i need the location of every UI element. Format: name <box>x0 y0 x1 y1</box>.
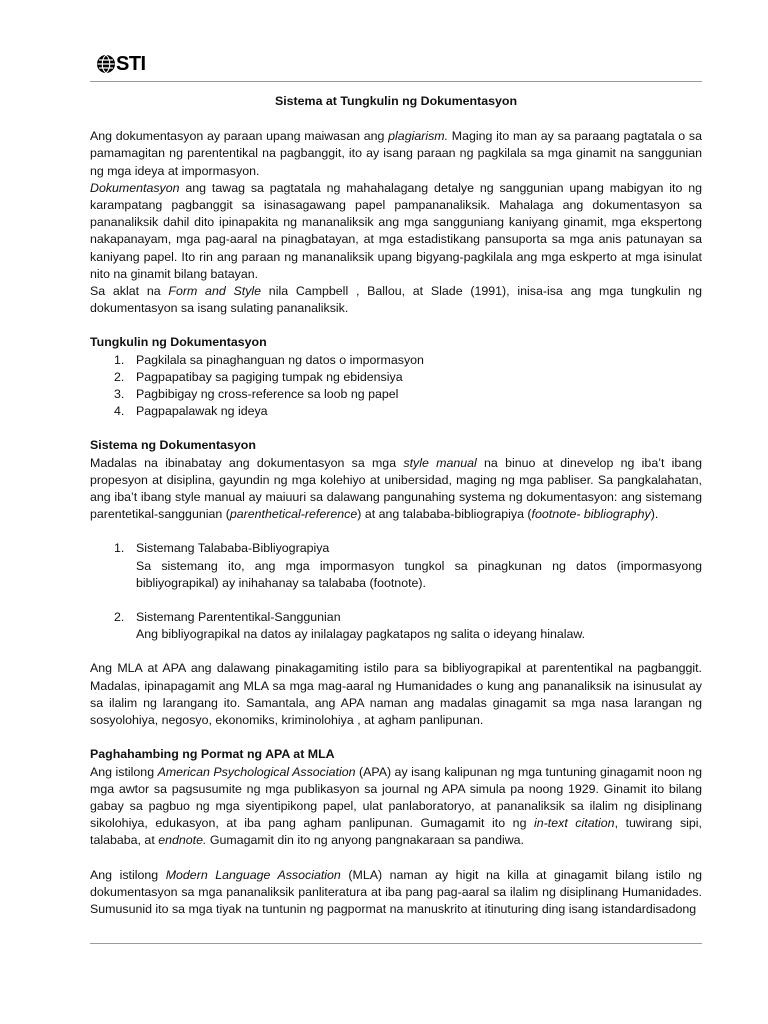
footer-divider <box>90 943 702 944</box>
sistema-item-talababa: 1. Sistemang Talababa-Bibliyograpiya Sa sistemang ito, ang mga impormasyon tungkol sa pinagkunan ng datos (impormasyong bibliyograpikal) ay inihahanay sa talababa (footnote). <box>90 540 702 592</box>
list-item: 1. Pagkilala sa pinaghanguan ng datos o impormasyon <box>114 352 424 367</box>
intro-paragraph-3: Sa aklat na Form and Style nila Campbell , Ballou, at Slade (1991), inisa-isa ang mga tungkulin ng dokumentasyon sa isang sulating pananaliksik. <box>90 284 702 316</box>
apa-paragraph: Ang istilong American Psychological Association (APA) ay isang kalipunan ng mga tuntuning ginagamit noon ng mga awtor sa pagsusumite ng mga publikasyon sa journal ng APA simula pa noong 1929. Ginamit ito bilang gabay sa pagbuo ng mga siyentipikong papel, ulat panlaboratoryo, at pananaliksik sa ilalim ng disiplinang sikolohiya, edukasyon, at iba pang agham panlipunan. Gumagamit ito ng in-text citation, tuwirang sipi, talababa, at endnote. Gumagamit din ito ng anyong pangnakaraan sa pandiwa. <box>90 764 702 848</box>
paghahambing-heading: Paghahambing ng Pormat ng APA at MLA <box>90 747 335 762</box>
tungkulin-list <box>90 352 702 421</box>
mla-paragraph: Ang istilong Modern Language Association (MLA) naman ay higit na killa at ginagamit bilang istilo ng dokumentasyon sa mga pananaliksik panliteratura at iba pang pag-aaral sa ilalim ng disiplinang Humanidades. Sumusunid ito sa mga tiyak na tuntunin ng pagpormat na manuskrito at itinuturing ding isang istandardisadong <box>90 867 702 916</box>
sistema-item-parententikal: 2. Sistemang Parententikal-Sanggunian Ang bibliyograpikal na datos ay inilalagay pagkatapos ng salita o ideyang hinalaw. <box>90 609 702 643</box>
intro-paragraph-1: Ang dokumentasyon ay paraan upang maiwasan ang plagiarism. Maging ito man ay sa paraang pagtatala o sa pamamagitan ng parententikal na pagbanggit, ito ay isang paraan ng pagkilala sa mga ginamit na sanggunian ng mga ideya at impormasyon. <box>90 129 703 178</box>
list-item: 4. Pagpapalawak ng ideya <box>114 404 268 419</box>
sistema-item-title: Sistemang Talababa-Bibliyograpiya <box>136 541 330 556</box>
intro-paragraph-2: Dokumentasyon ang tawag sa pagtatala ng mahahalagang detalye ng sanggunian upang mabigyan ito ng karampatang pagbanggit sa isinasagawang papel pampananaliksik. Mahalaga ang dokumentasyon sa pananaliksik dahil dito ipinapakita ng mananaliksik ang mga sangguniang kaniyang ginamit, mga ekspertong nakapanayam, mga pag-aaral na pinagbatayan, at mga estadistikang pansuporta sa mga anis patunayan sa kaniyang papel. Ito rin ang paraan ng mananaliksik upang bigyang-pagkilala ang mga eskperto at mga isinulat nito na ginamit bilang batayan. <box>90 180 702 281</box>
list-item: 3. Pagbibigay ng cross-reference sa loob ng papel <box>114 387 399 402</box>
sistema-item-title: Sistemang Parententikal-Sanggunian <box>136 610 341 625</box>
document-title: Sistema at Tungkulin ng Dokumentasyon <box>274 94 518 108</box>
sistema-heading: Sistema ng Dokumentasyon <box>90 438 256 453</box>
tungkulin-heading: Tungkulin ng Dokumentasyon <box>90 335 267 350</box>
sti-logo-text: STI <box>116 52 146 75</box>
sistema-item-desc: Sa sistemang ito, ang mga impormasyon tungkol sa pinagkunan ng datos (impormasyong bibliyograpikal) ay inihahanay sa talababa (footnote). <box>136 558 702 590</box>
document-body <box>90 93 702 918</box>
sistema-item-desc: Ang bibliyograpikal na datos ay inilalagay pagkatapos ng salita o ideyang hinalaw. <box>136 627 586 642</box>
sistema-paragraph: Madalas na ibinabatay ang dokumentasyon sa mga style manual na binuo at dinevelop ng iba’t ibang propesyon at disiplina, gayundin ng mga kolehiyo at unibersidad, maging ng mga pabliser. Sa pangkalahatan, ang iba’t ibang style manual ay maiuuri sa dalawang pangunahing systema ng dokumentasyon: ang sistemang parentetikal-sanggunian (parenthetical-reference) at ang talababa-bibliograpiya (footnote- bibliography). <box>90 455 702 522</box>
sti-globe-icon <box>96 54 116 74</box>
header-divider <box>90 81 702 82</box>
mla-apa-paragraph: Ang MLA at APA ang dalawang pinakagamiting istilo para sa bibliyograpikal at parententikal na pagbanggit. Madalas, ipinapagamit ang MLA sa mga mag-aaral ng Humanidades o kung ang pananaliksik na isinusulat ay sa ilalim ng larangang ito. Samantala, ang APA naman ang madalas ginagamit sa mga nasa larangan ng sosyolohiya, negosyo, ekonomiks, kriminolohiya , at agham panlipunan. <box>90 661 702 728</box>
list-item: 2. Pagpapatibay sa pagiging tumpak ng ebidensiya <box>114 369 403 384</box>
page-header <box>96 50 146 78</box>
